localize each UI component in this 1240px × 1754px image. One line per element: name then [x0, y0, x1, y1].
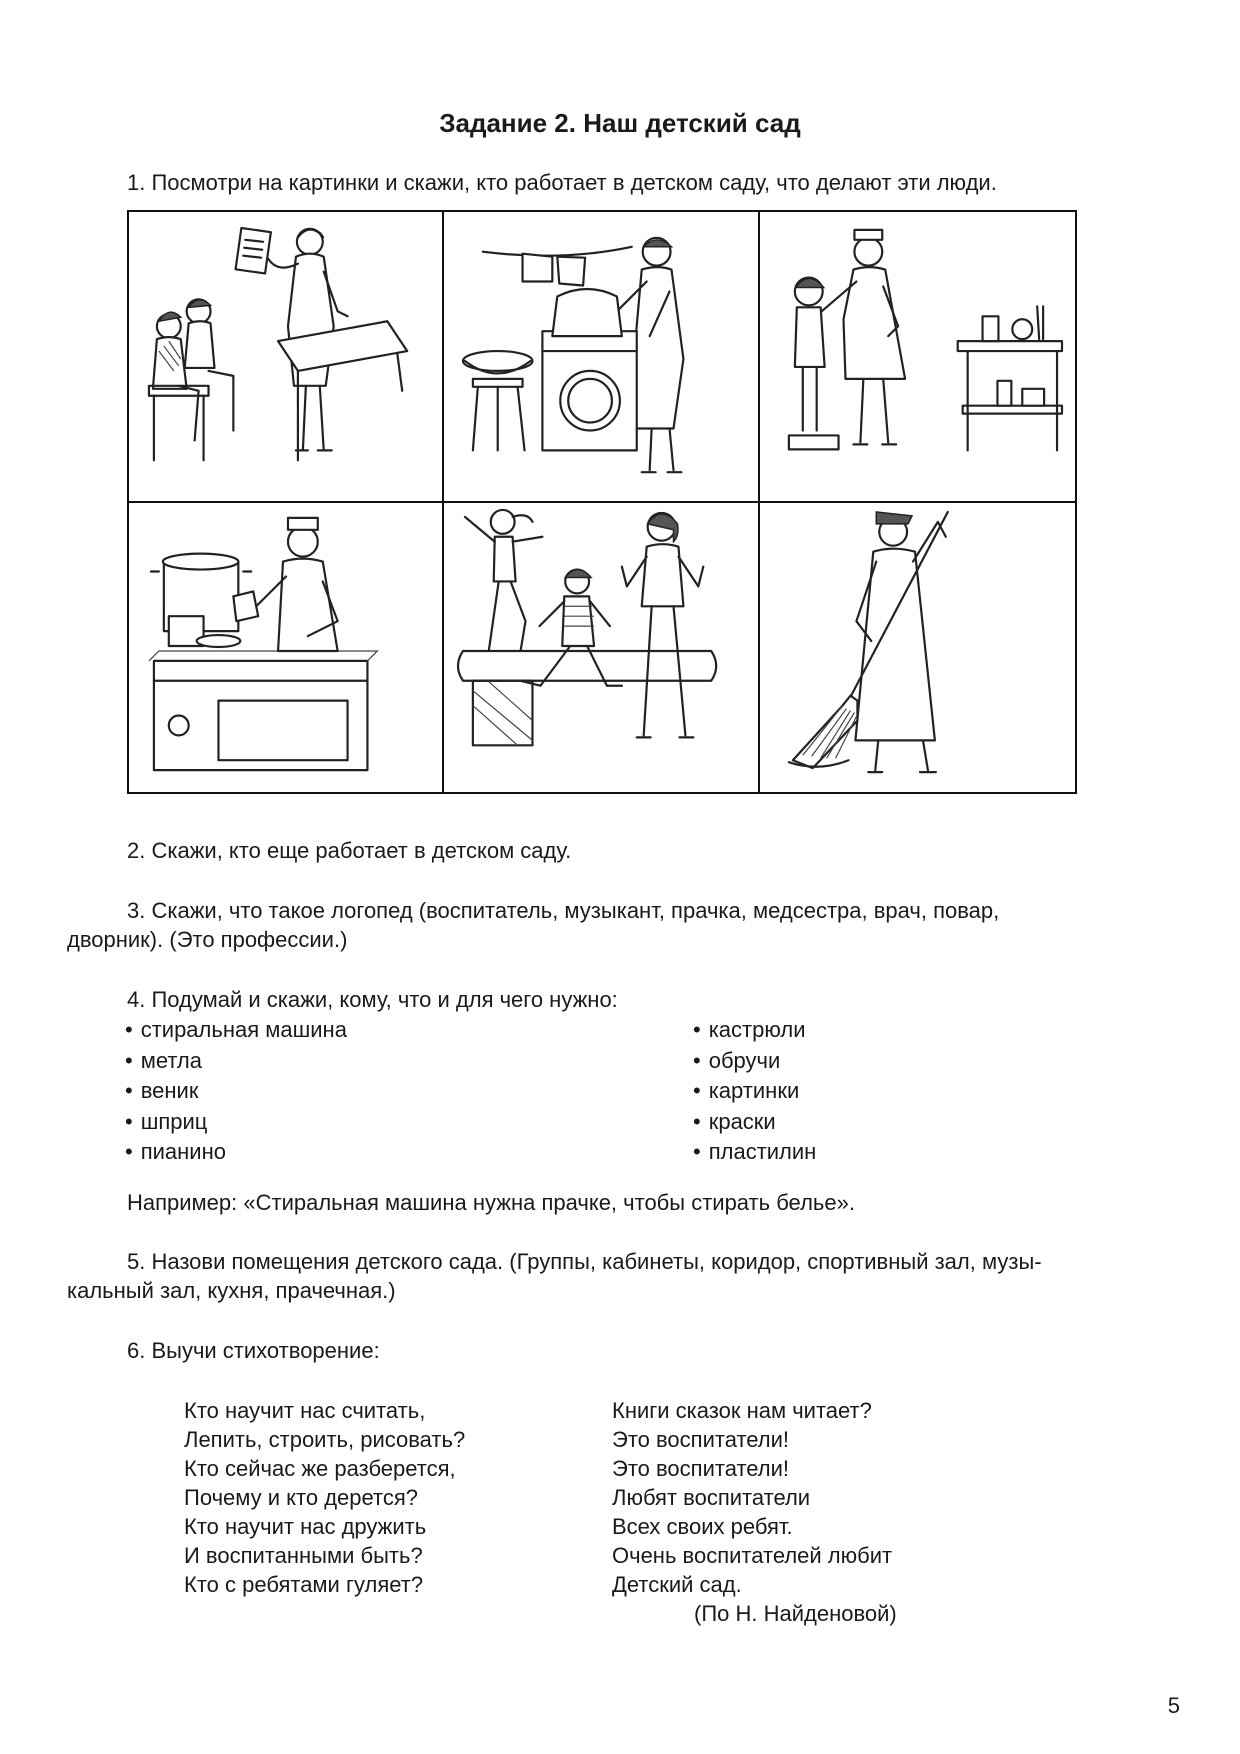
list-item: • обручи [693, 1046, 816, 1077]
list-item: • краски [693, 1107, 816, 1138]
gym-teacher-illustration [442, 501, 760, 793]
poem-line: Почему и кто дерется? [184, 1485, 418, 1510]
poem-line: Всех своих ребят. [612, 1514, 793, 1539]
task-6-text: 6. Выучи стихотворение: [127, 1338, 380, 1363]
janitor-illustration [758, 501, 1076, 793]
task-3-line-2: дворник). (Это профессии.) [67, 927, 348, 952]
example-text: Например: «Стиральная машина нужна прачке, чтобы стирать белье». [127, 1190, 855, 1215]
page-title: Задание 2. Наш детский сад [439, 108, 801, 138]
page-number: 5 [1167, 1693, 1180, 1718]
illustration-grid [127, 210, 1077, 794]
laundress-illustration [442, 211, 760, 503]
poem-line: Кто сейчас же разберется, [184, 1456, 456, 1481]
task-4-text: 4. Подумай и скажи, кому, что и для чего нужно: [127, 987, 618, 1012]
cook-illustration [128, 501, 444, 793]
task-5-line-2: кальный зал, кухня, прачечная.) [67, 1278, 396, 1303]
task-5-line-1: 5. Назови помещения детского сада. (Группы, кабинеты, коридор, спортивный зал, музы- [127, 1249, 1042, 1274]
list-item: • кастрюли [693, 1015, 816, 1046]
list-item: • шприц [125, 1107, 347, 1138]
poem-line: Это воспитатели! [612, 1456, 790, 1481]
items-list-right [693, 1015, 816, 1168]
poem-line: Книги сказок нам читает? [612, 1398, 872, 1423]
poem-line: Лепить, строить, рисовать? [184, 1427, 466, 1452]
task-1-text: 1. Посмотри на картинки и скажи, кто работает в детском саду, что делают эти люди. [127, 170, 997, 195]
poem-line: И воспитанными быть? [184, 1543, 423, 1568]
list-item: • пианино [125, 1137, 347, 1168]
items-list-left [125, 1015, 347, 1168]
poem-column-left [184, 1396, 465, 1599]
speech-therapist-illustration [128, 211, 444, 503]
poem-line: Это воспитатели! [612, 1427, 790, 1452]
list-item: • картинки [693, 1076, 816, 1107]
list-item: • метла [125, 1046, 347, 1077]
list-item: • стиральная машина [125, 1015, 347, 1046]
poem-column-right [612, 1396, 897, 1628]
list-item: • веник [125, 1076, 347, 1107]
poem-attribution: (По Н. Найденовой) [694, 1601, 897, 1626]
task-3-line-1: 3. Скажи, что такое логопед (воспитатель, музыкант, прачка, медсестра, врач, повар, [127, 898, 1000, 923]
list-item: • пластилин [693, 1137, 816, 1168]
poem-line: Любят воспитатели [612, 1485, 811, 1510]
nurse-illustration [758, 211, 1076, 503]
poem-line: Очень воспитателей любит [612, 1543, 893, 1568]
poem-line: Детский сад. [612, 1572, 742, 1597]
poem-line: Кто научит нас дружить [184, 1514, 427, 1539]
poem-line: Кто с ребятами гуляет? [184, 1572, 424, 1597]
task-2-text: 2. Скажи, кто еще работает в детском саду. [127, 838, 572, 863]
poem-line: Кто научит нас считать, [184, 1398, 426, 1423]
